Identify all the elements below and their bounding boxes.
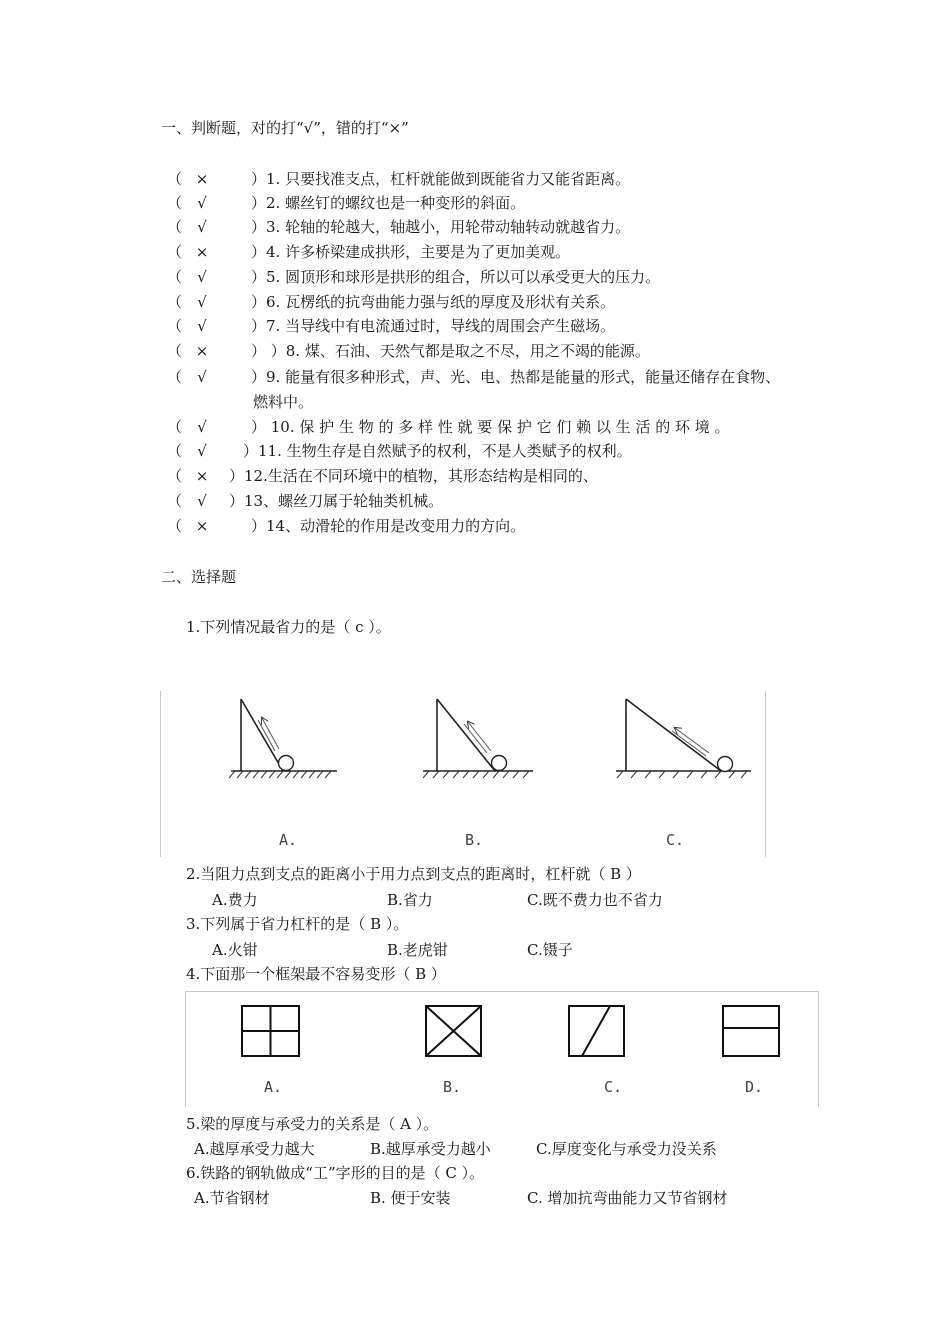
tf-item-text: ）3. 轮轴的轮越大，轴越小，用轮带动轴转动就越省力。: [251, 218, 631, 236]
tf-item-8: （ × ） ）8. 煤、石油、天然气都是取之不尽，用之不竭的能源。: [167, 342, 650, 360]
q5-option-b: B.越厚承受力越小: [370, 1140, 491, 1158]
question-5: 5.梁的厚度与承受力的关系是（ A ）。: [186, 1115, 439, 1133]
option-label: C.: [604, 1078, 623, 1096]
option-label: B.: [443, 1078, 462, 1096]
answer-mark: √: [197, 194, 207, 212]
tf-item-text: ）2. 螺丝钉的螺纹也是一种变形的斜面。: [251, 194, 526, 212]
ramp-c: [616, 699, 751, 849]
q6-option-a: A.节省钢材: [194, 1189, 270, 1207]
q6-option-b: B. 便于安装: [370, 1189, 451, 1207]
q3-option-c: C.镊子: [527, 941, 573, 959]
tf-item-text: ）11. 生物生存是自然赋予的权利，不是人类赋予的权利。: [243, 442, 632, 460]
tf-item-9-continued: 燃料中。: [253, 393, 314, 411]
answer-mark: ×: [195, 517, 209, 535]
answer-mark: √: [197, 317, 207, 335]
frame-a: [242, 1006, 299, 1056]
answer-mark: ×: [195, 170, 209, 188]
q2-option-a: A.费力: [212, 891, 258, 909]
frame-d: [723, 1006, 779, 1056]
tf-item-text: ）7. 当导线中有电流通过时，导线的周围会产生磁场。: [251, 317, 616, 335]
section2-title: 二、选择题: [161, 568, 237, 586]
answer-mark: √: [197, 442, 207, 460]
frame-c: [569, 1006, 624, 1056]
option-label: C.: [666, 831, 685, 849]
answer-mark: ×: [195, 467, 209, 485]
answer-mark: √: [197, 268, 207, 286]
tf-item-1: （ × ）1. 只要找准支点，杠杆就能做到既能省力又能省距离。: [167, 170, 631, 188]
question-6: 6.铁路的钢轨做成“工”字形的目的是（ C ）。: [186, 1164, 485, 1182]
question-4: 4.下面那一个框架最不容易变形（ B ）: [186, 965, 446, 983]
option-label: D.: [745, 1078, 764, 1096]
q2-option-b: B.省力: [387, 891, 433, 909]
inclined-plane-figure: [160, 691, 766, 857]
tf-item-13: （ √ ）13、螺丝刀属于轮轴类机械。: [167, 492, 444, 510]
answer-mark: √: [197, 368, 207, 386]
tf-item-12: （ × ）12.生活在不同环境中的植物，其形态结构是相同的、: [167, 467, 598, 485]
question-2: 2.当阻力点到支点的距离小于用力点到支点的距离时，杠杆就（ B ）: [186, 865, 641, 883]
option-label: A.: [279, 831, 298, 849]
tf-item-4: （ × ）4. 许多桥梁建成拱形，主要是为了更加美观。: [167, 243, 571, 261]
tf-item-14: （ × ）14、动滑轮的作用是改变用力的方向。: [167, 517, 526, 535]
q5-option-a: A.越厚承受力越大: [194, 1140, 315, 1158]
tf-item-text: ）5. 圆顶形和球形是拱形的组合，所以可以承受更大的压力。: [251, 268, 661, 286]
tf-item-text: ）14、动滑轮的作用是改变用力的方向。: [251, 517, 526, 535]
option-label: B.: [465, 831, 484, 849]
frame-figure: [185, 991, 819, 1107]
section1-title: 一、判断题，对的打“√”，错的打“×”: [161, 119, 409, 137]
tf-item-text: ） 10. 保 护 生 物 的 多 样 性 就 要 保 护 它 们 赖 以 生 活 的 环 境 。: [251, 418, 730, 436]
tf-item-6: （ √ ）6. 瓦楞纸的抗弯曲能力强与纸的厚度及形状有关系。: [167, 293, 616, 311]
tf-item-5: （ √ ）5. 圆顶形和球形是拱形的组合，所以可以承受更大的压力。: [167, 268, 661, 286]
tf-item-text: ）6. 瓦楞纸的抗弯曲能力强与纸的厚度及形状有关系。: [251, 293, 616, 311]
tf-item-text: ）13、螺丝刀属于轮轴类机械。: [229, 492, 444, 510]
tf-item-text: ）1. 只要找准支点，杠杆就能做到既能省力又能省距离。: [251, 170, 631, 188]
ramp-a: [229, 699, 337, 849]
answer-mark: √: [197, 418, 207, 436]
tf-item-2: （ √ ）2. 螺丝钉的螺纹也是一种变形的斜面。: [167, 194, 526, 212]
q3-option-a: A.火钳: [212, 941, 258, 959]
frame-b: [426, 1006, 481, 1056]
q2-option-c: C.既不费力也不省力: [527, 891, 663, 909]
tf-item-text: ）9. 能量有很多种形式，声、光、电、热都是能量的形式，能量还储存在食物、: [251, 368, 781, 386]
tf-item-text: ）12.生活在不同环境中的植物，其形态结构是相同的、: [229, 467, 598, 485]
question-3: 3.下列属于省力杠杆的是（ B ）。: [186, 915, 409, 933]
inclined-plane-diagram: [161, 691, 765, 857]
tf-item-9: （ √ ）9. 能量有很多种形式，声、光、电、热都是能量的形式，能量还储存在食物、: [167, 368, 781, 386]
frame-diagram: [186, 992, 818, 1107]
answer-mark: √: [197, 218, 207, 236]
q6-option-c: C. 增加抗弯曲能力又节省钢材: [527, 1189, 728, 1207]
q3-option-b: B.老虎钳: [387, 941, 448, 959]
tf-item-11: （ √ ）11. 生物生存是自然赋予的权利，不是人类赋予的权利。: [167, 442, 632, 460]
question-1: 1.下列情况最省力的是（ c ）。: [186, 618, 391, 636]
q5-option-c: C.厚度变化与承受力没关系: [536, 1140, 717, 1158]
ramp-b: [423, 699, 533, 849]
answer-mark: ×: [195, 243, 209, 261]
answer-mark: ×: [195, 342, 209, 360]
tf-item-text: ）4. 许多桥梁建成拱形，主要是为了更加美观。: [251, 243, 571, 261]
tf-item-10: （ √ ） 10. 保 护 生 物 的 多 样 性 就 要 保 护 它 们 赖 以 生 活 的 环 境 。: [167, 418, 730, 436]
tf-item-text: ） ）8. 煤、石油、天然气都是取之不尽，用之不竭的能源。: [251, 342, 650, 360]
tf-item-3: （ √ ）3. 轮轴的轮越大，轴越小，用轮带动轴转动就越省力。: [167, 218, 631, 236]
answer-mark: √: [197, 492, 207, 510]
answer-mark: √: [197, 293, 207, 311]
option-label: A.: [264, 1078, 283, 1096]
tf-item-7: （ √ ）7. 当导线中有电流通过时，导线的周围会产生磁场。: [167, 317, 616, 335]
